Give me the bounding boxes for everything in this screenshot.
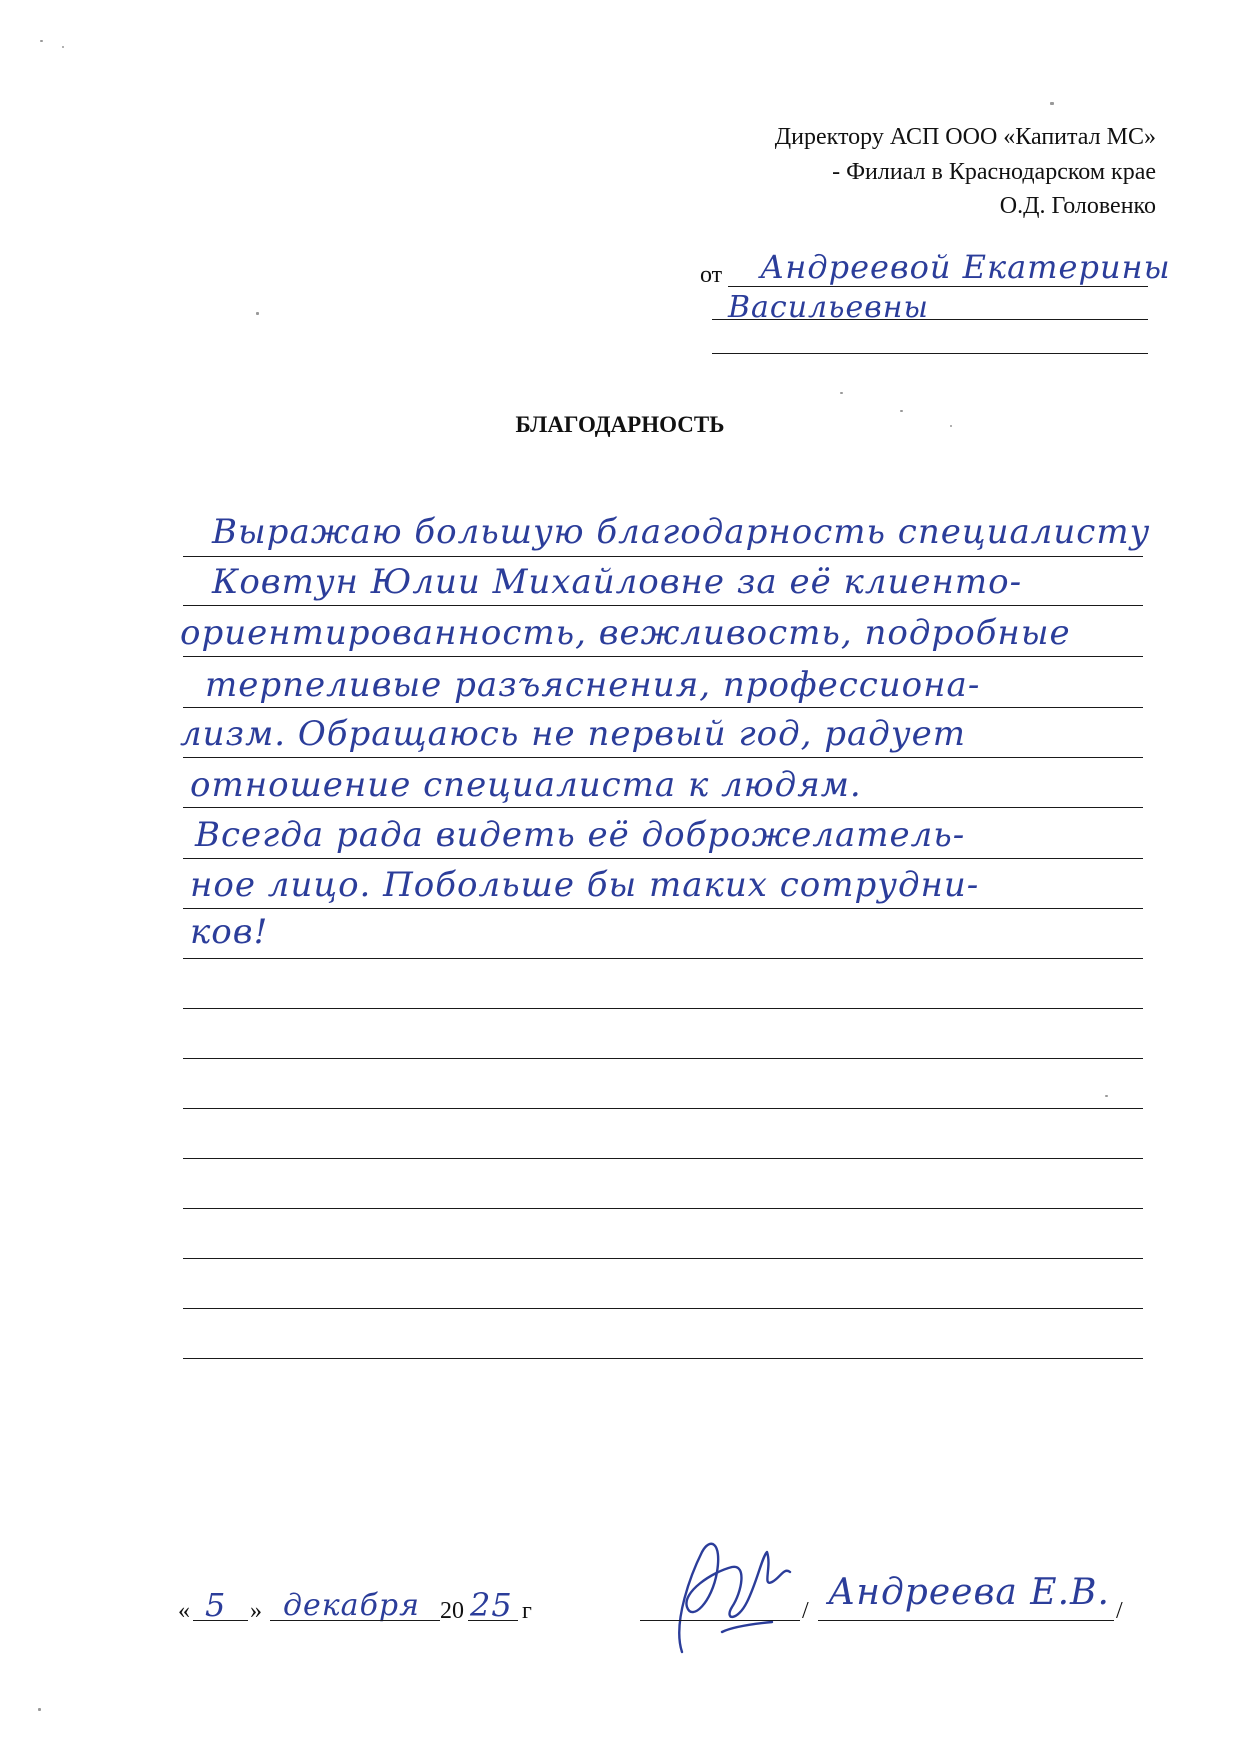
- date-year-unit: г: [522, 1598, 532, 1624]
- date-open-quote: «: [178, 1598, 190, 1624]
- ruled-line: [183, 656, 1143, 657]
- signature-end-separator: /: [1116, 1598, 1123, 1624]
- from-rule-2: [712, 319, 1148, 320]
- addressee-line-2: - Филиал в Краснодарском крае: [832, 159, 1156, 185]
- date-year-rule: [468, 1620, 518, 1621]
- signature-name: Андреева Е.В.: [828, 1572, 1110, 1613]
- ruled-line: [183, 707, 1143, 708]
- body-line: Всегда рада видеть её доброжелатель-: [195, 815, 966, 855]
- body-line: ное лицо. Побольше бы таких сотрудни-: [190, 865, 980, 905]
- from-name-line-1: Андреевой Екатерины: [760, 248, 1171, 286]
- date-day-rule: [193, 1620, 248, 1621]
- scan-speck: [1105, 1095, 1108, 1097]
- date-month-rule: [270, 1620, 440, 1621]
- signature-rule: [640, 1620, 800, 1621]
- signature-name-rule: [818, 1620, 1114, 1621]
- date-close-quote: »: [250, 1598, 262, 1624]
- handwritten-signature: [662, 1512, 802, 1662]
- body-line: терпеливые разъяснения, профессиона-: [205, 665, 981, 705]
- ruled-line: [183, 1058, 1143, 1059]
- ruled-line: [183, 1108, 1143, 1109]
- from-label: от: [700, 262, 723, 288]
- ruled-line: [183, 556, 1143, 557]
- ruled-line: [183, 1258, 1143, 1259]
- ruled-line: [183, 858, 1143, 859]
- from-name-line-2: Васильевны: [728, 290, 929, 325]
- addressee-line-3: О.Д. Головенко: [999, 193, 1156, 219]
- ruled-line: [183, 1008, 1143, 1009]
- date-year-suffix: 25: [470, 1586, 513, 1624]
- ruled-line: [183, 605, 1143, 606]
- body-line: ориентированность, вежливость, подробные: [180, 613, 1071, 653]
- scan-speck: [256, 312, 259, 315]
- body-line: Ковтун Юлии Михайловне за её клиенто-: [212, 562, 1023, 602]
- date-year-prefix: 20: [440, 1598, 464, 1624]
- scan-speck: [1050, 102, 1054, 105]
- addressee-line-1: Директору АСП ООО «Капитал МС»: [774, 124, 1156, 150]
- ruled-line: [183, 958, 1143, 959]
- ruled-line: [183, 1158, 1143, 1159]
- scan-speck: [38, 1708, 41, 1711]
- signature-separator: /: [802, 1598, 809, 1624]
- body-line: Выражаю большую благодарность специалисту: [212, 512, 1151, 552]
- ruled-line: [183, 1358, 1143, 1359]
- ruled-line: [183, 807, 1143, 808]
- body-line: отношение специалиста к людям.: [190, 765, 862, 805]
- body-line: ков!: [190, 912, 269, 952]
- scan-speck: [62, 46, 64, 48]
- ruled-line: [183, 908, 1143, 909]
- ruled-line: [183, 1308, 1143, 1309]
- scan-speck: [40, 40, 43, 42]
- scan-speck: [840, 392, 843, 394]
- date-month: декабря: [283, 1588, 420, 1623]
- ruled-line: [183, 1208, 1143, 1209]
- body-line: лизм. Обращаюсь не первый год, радует: [180, 714, 966, 754]
- date-day: 5: [205, 1586, 227, 1624]
- ruled-line: [183, 757, 1143, 758]
- from-rule-1: [728, 286, 1148, 287]
- from-rule-3: [712, 353, 1148, 354]
- document-title: БЛАГОДАРНОСТЬ: [515, 412, 725, 437]
